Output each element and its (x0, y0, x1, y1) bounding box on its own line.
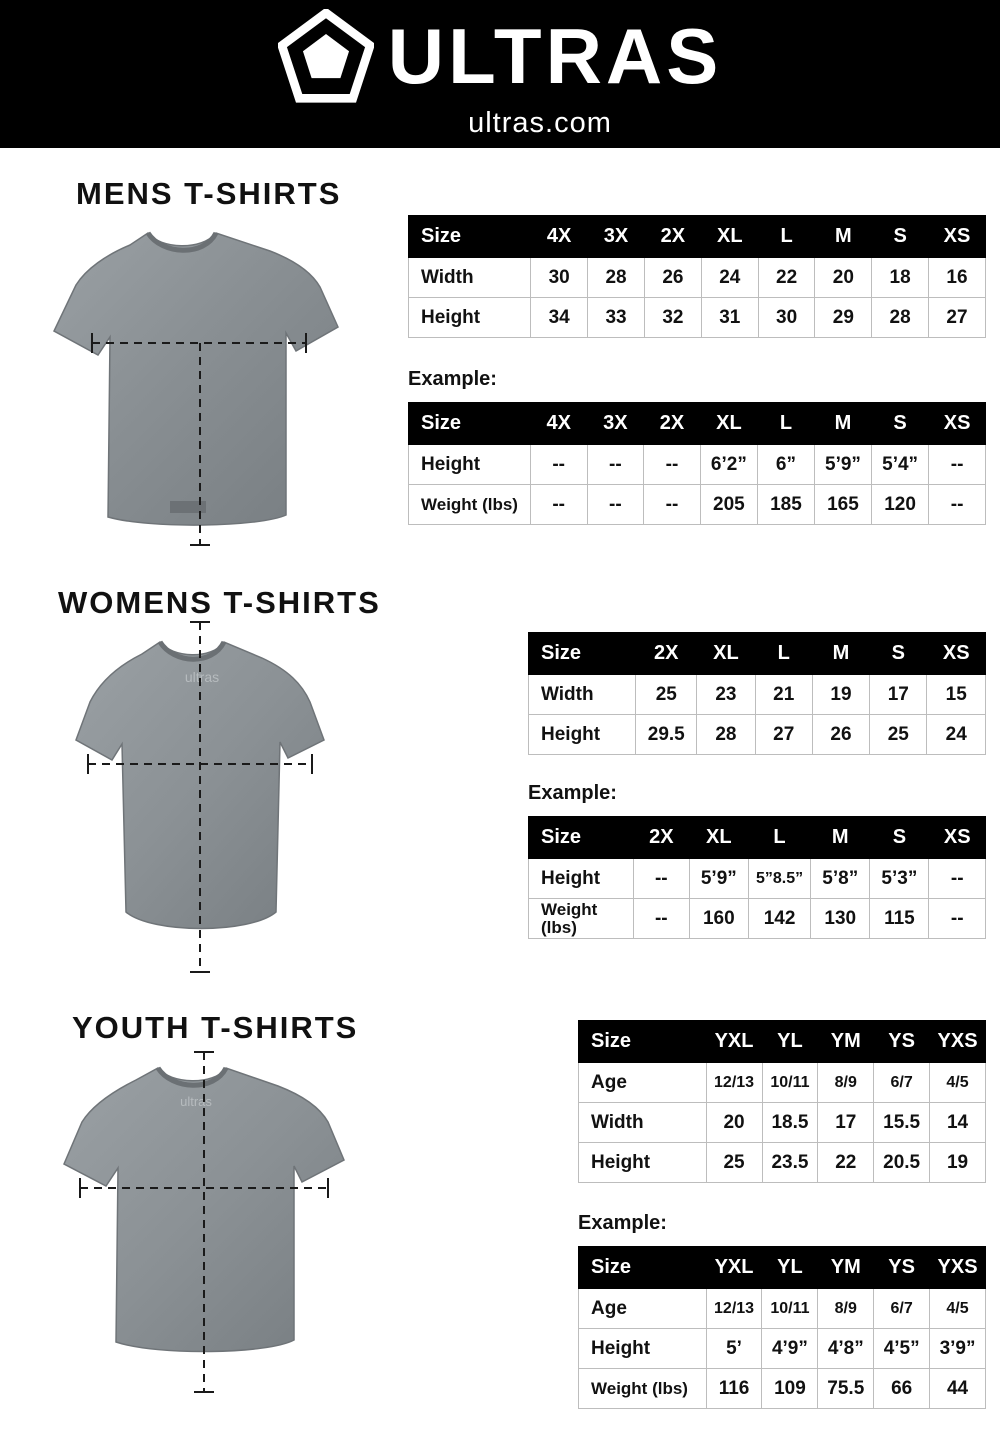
col-header: Size (579, 1247, 707, 1289)
col-header: XS (927, 633, 986, 675)
cell: 5’9” (814, 445, 871, 485)
cell: 6” (757, 445, 814, 485)
cell: 6/7 (874, 1289, 930, 1329)
row-label: Age (579, 1289, 707, 1329)
cell: 25 (706, 1143, 762, 1183)
col-header: 4X (530, 403, 587, 445)
table-row (409, 445, 986, 485)
col-header: M (812, 633, 869, 675)
cell: 18 (872, 258, 929, 298)
row-label: Width (409, 258, 531, 298)
table-row (579, 1063, 986, 1103)
cell: 34 (531, 298, 588, 338)
cell: 4/5 (930, 1063, 986, 1103)
col-header: XS (929, 817, 986, 859)
col-header: Size (409, 216, 531, 258)
brand-block (278, 9, 723, 140)
mens-example-label: Example: (408, 368, 497, 390)
cell: 5”8.5” (748, 859, 810, 899)
cell: 120 (872, 485, 929, 525)
row-label: Height (409, 445, 531, 485)
table-header-row (529, 817, 986, 859)
cell: -- (530, 445, 587, 485)
cell: 116 (706, 1369, 762, 1409)
cell: 6/7 (874, 1063, 930, 1103)
cell: 15 (927, 675, 986, 715)
cell: 23.5 (762, 1143, 818, 1183)
cell: 28 (588, 258, 645, 298)
cell: 28 (697, 715, 755, 755)
row-label: Weight (lbs) (529, 899, 634, 939)
cell: -- (929, 445, 986, 485)
table-header-row (409, 403, 986, 445)
col-header: Size (529, 633, 636, 675)
table-row (409, 298, 986, 338)
brand-row (278, 9, 723, 105)
col-header: L (748, 817, 810, 859)
col-header: YXS (930, 1021, 986, 1063)
cell: -- (587, 445, 644, 485)
page-header (0, 0, 1000, 148)
cell: -- (633, 899, 689, 939)
cell: 205 (700, 485, 757, 525)
womens-example-label: Example: (528, 782, 617, 804)
row-label: Height (579, 1143, 707, 1183)
cell: -- (644, 485, 701, 525)
cell: 8/9 (818, 1289, 874, 1329)
cell: 109 (762, 1369, 818, 1409)
cell: 10/11 (762, 1063, 818, 1103)
table-row (579, 1289, 986, 1329)
cell: 31 (701, 298, 758, 338)
col-header: S (870, 817, 929, 859)
row-label: Height (529, 715, 636, 755)
cell: 5’8” (811, 859, 870, 899)
col-header: 3X (587, 403, 644, 445)
cell: 22 (818, 1143, 874, 1183)
col-header: L (755, 633, 812, 675)
cell: 165 (814, 485, 871, 525)
cell: 26 (644, 258, 701, 298)
cell: 33 (588, 298, 645, 338)
col-header: M (811, 817, 870, 859)
cell: 130 (811, 899, 870, 939)
cell: 15.5 (874, 1103, 930, 1143)
table-header-row (579, 1247, 986, 1289)
womens-size-table (528, 632, 986, 755)
col-header: 2X (633, 817, 689, 859)
cell: 25 (870, 715, 927, 755)
cell: -- (929, 485, 986, 525)
cell: 115 (870, 899, 929, 939)
table-row (579, 1329, 986, 1369)
cell: 10/11 (762, 1289, 818, 1329)
cell: 4’5” (874, 1329, 930, 1369)
womens-example-table (528, 816, 986, 939)
mens-example-table (408, 402, 986, 525)
section-title-mens: MENS T-SHIRTS (76, 176, 342, 211)
col-header: XL (697, 633, 755, 675)
col-header: M (814, 403, 871, 445)
cell: 142 (748, 899, 810, 939)
cell: 5’9” (689, 859, 748, 899)
cell: 27 (928, 298, 985, 338)
col-header: YXL (706, 1021, 762, 1063)
col-header: YM (818, 1247, 874, 1289)
brand-name: ULTRAS (387, 12, 723, 101)
table-row (579, 1103, 986, 1143)
cell: 19 (930, 1143, 986, 1183)
cell: 4/5 (930, 1289, 986, 1329)
col-header: YM (818, 1021, 874, 1063)
cell: 4’9” (762, 1329, 818, 1369)
col-header: 2X (636, 633, 697, 675)
col-header: 4X (531, 216, 588, 258)
cell: 24 (927, 715, 986, 755)
svg-text:ultras: ultras (180, 1094, 212, 1109)
col-header: XS (928, 216, 985, 258)
cell: 20 (815, 258, 872, 298)
table-header-row (529, 633, 986, 675)
cell: 12/13 (706, 1063, 762, 1103)
cell: 20.5 (874, 1143, 930, 1183)
cell: 29.5 (636, 715, 697, 755)
cell: 12/13 (706, 1289, 762, 1329)
table-row (579, 1143, 986, 1183)
cell: -- (530, 485, 587, 525)
table-header-row (409, 216, 986, 258)
row-label: Weight (lbs) (579, 1369, 707, 1409)
col-header: YXS (930, 1247, 986, 1289)
col-header: Size (579, 1021, 707, 1063)
cell: 17 (818, 1103, 874, 1143)
cell: 17 (870, 675, 927, 715)
brand-website: ultras.com (468, 106, 612, 139)
col-header: S (872, 216, 929, 258)
cell: 14 (930, 1103, 986, 1143)
cell: 28 (872, 298, 929, 338)
cell: 185 (757, 485, 814, 525)
col-header: 3X (588, 216, 645, 258)
col-header: XL (700, 403, 757, 445)
cell: -- (644, 445, 701, 485)
table-row (579, 1369, 986, 1409)
section-title-youth: YOUTH T-SHIRTS (72, 1010, 359, 1045)
table-row (409, 485, 986, 525)
cell: 6’2” (700, 445, 757, 485)
cell: 22 (758, 258, 815, 298)
youth-example-label: Example: (578, 1212, 667, 1234)
col-header: L (758, 216, 815, 258)
row-label: Height (409, 298, 531, 338)
cell: 29 (815, 298, 872, 338)
cell: -- (633, 859, 689, 899)
youth-size-table (578, 1020, 986, 1183)
cell: -- (587, 485, 644, 525)
cell: 24 (701, 258, 758, 298)
col-header: XL (689, 817, 748, 859)
col-header: XS (929, 403, 986, 445)
cell: 32 (644, 298, 701, 338)
row-label: Height (529, 859, 634, 899)
cell: 4’8” (818, 1329, 874, 1369)
youth-tshirt-image (30, 1040, 380, 1410)
col-header: L (757, 403, 814, 445)
col-header: XL (701, 216, 758, 258)
table-row (529, 715, 986, 755)
col-header: Size (529, 817, 634, 859)
table-row (409, 258, 986, 298)
cell: 75.5 (818, 1369, 874, 1409)
cell: 30 (758, 298, 815, 338)
row-label: Width (579, 1103, 707, 1143)
col-header: 2X (644, 403, 701, 445)
cell: 5’ (706, 1329, 762, 1369)
cell: 5’3” (870, 859, 929, 899)
col-header: YXL (706, 1247, 762, 1289)
col-header: YL (762, 1021, 818, 1063)
col-header: M (815, 216, 872, 258)
cell: 20 (706, 1103, 762, 1143)
cell: 21 (755, 675, 812, 715)
cell: 26 (812, 715, 869, 755)
cell: 5’4” (872, 445, 929, 485)
cell: 25 (636, 675, 697, 715)
cell: 27 (755, 715, 812, 755)
youth-example-table (578, 1246, 986, 1409)
table-row (529, 859, 986, 899)
col-header: S (870, 633, 927, 675)
cell: 19 (812, 675, 869, 715)
col-header: 2X (644, 216, 701, 258)
svg-text:ultras: ultras (184, 669, 220, 685)
cell: -- (929, 899, 986, 939)
col-header: YS (874, 1247, 930, 1289)
womens-tshirt-image (30, 612, 370, 992)
table-row (529, 899, 986, 939)
row-label: Height (579, 1329, 707, 1369)
cell: 44 (930, 1369, 986, 1409)
row-label: Width (529, 675, 636, 715)
section-title-womens: WOMENS T-SHIRTS (58, 585, 381, 620)
col-header: S (872, 403, 929, 445)
cell: 18.5 (762, 1103, 818, 1143)
cell: -- (929, 859, 986, 899)
row-label: Weight (lbs) (409, 485, 531, 525)
cell: 160 (689, 899, 748, 939)
row-label: Age (579, 1063, 707, 1103)
cell: 66 (874, 1369, 930, 1409)
col-header: YS (874, 1021, 930, 1063)
cell: 16 (928, 258, 985, 298)
col-header: Size (409, 403, 531, 445)
cell: 3’9” (930, 1329, 986, 1369)
pentagon-logo-icon (278, 9, 374, 105)
cell: 30 (531, 258, 588, 298)
col-header: YL (762, 1247, 818, 1289)
cell: 23 (697, 675, 755, 715)
table-row (529, 675, 986, 715)
table-header-row (579, 1021, 986, 1063)
mens-tshirt-image (20, 215, 380, 555)
cell: 8/9 (818, 1063, 874, 1103)
mens-size-table (408, 215, 986, 338)
